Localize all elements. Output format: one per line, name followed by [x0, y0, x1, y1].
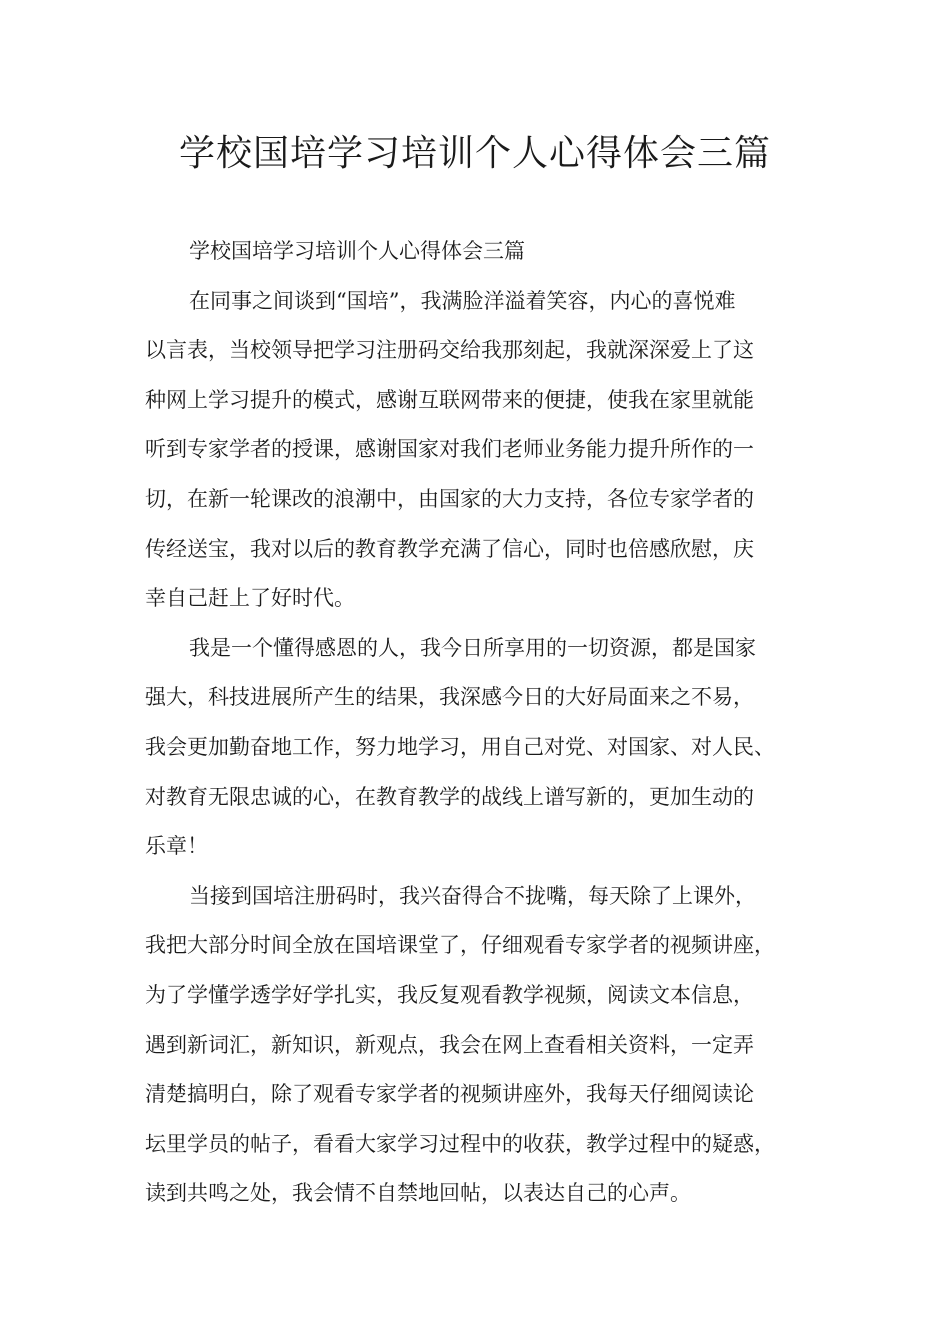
- paragraph-2: [145, 628, 825, 876]
- paragraph-line: 清楚搞明白，除了观看专家学者的视频讲座外，我每天仔细阅读论: [145, 1082, 754, 1107]
- paragraph-line: 我把大部分时间全放在国培课堂了，仔细观看专家学者的视频讲座，: [145, 933, 775, 958]
- paragraph-line: 我是一个懂得感恩的人，我今日所享用的一切资源，都是国家: [189, 635, 756, 660]
- paragraph-line: 读到共鸣之处，我会情不自禁地回帖，以表达自己的心声。: [145, 1181, 691, 1206]
- paragraph-line: 幸自己赶上了好时代。: [145, 586, 355, 611]
- paragraph-line: 种网上学习提升的模式，感谢互联网带来的便捷，使我在家里就能: [145, 387, 754, 412]
- paragraph-line: 坛里学员的帖子，看看大家学习过程中的收获，教学过程中的疑惑，: [145, 1131, 775, 1156]
- paragraph-line: 以言表，当校领导把学习注册码交给我那刻起，我就深深爱上了这: [145, 338, 754, 363]
- document-body: [145, 231, 825, 1223]
- paragraph-line: 强大，科技进展所产生的结果，我深感今日的大好局面来之不易，: [145, 685, 754, 710]
- paragraph-line: 我会更加勤奋地工作，努力地学习，用自己对党、对国家、对人民、: [145, 734, 775, 759]
- paragraph-line: 切，在新一轮课改的浪潮中，由国家的大力支持，各位专家学者的: [145, 486, 754, 511]
- document-title: 学校国培学习培训个人心得体会三篇: [178, 133, 771, 174]
- document-subtitle: 学校国培学习培训个人心得体会三篇: [189, 239, 525, 263]
- paragraph-3: [145, 876, 825, 1223]
- paragraph-line: 为了学懂学透学好学扎实，我反复观看教学视频，阅读文本信息，: [145, 982, 754, 1007]
- paragraph-line: 当接到国培注册码时，我兴奋得合不拢嘴，每天除了上课外，: [189, 883, 756, 908]
- paragraph-line: 听到专家学者的授课，感谢国家对我们老师业务能力提升所作的一: [145, 437, 754, 462]
- paragraph-line: 遇到新词汇，新知识，新观点，我会在网上查看相关资料，一定弄: [145, 1032, 754, 1057]
- paragraph-line: 传经送宝，我对以后的教育教学充满了信心，同时也倍感欣慰，庆: [145, 536, 754, 561]
- paragraph-1: [145, 281, 825, 628]
- paragraph-line: 在同事之间谈到“国培”，我满脸洋溢着笑容，内心的喜悦难: [189, 288, 736, 313]
- paragraph-line: 乐章！: [145, 834, 208, 859]
- paragraph-line: 对教育无限忠诚的心，在教育教学的战线上谱写新的，更加生动的: [145, 784, 754, 809]
